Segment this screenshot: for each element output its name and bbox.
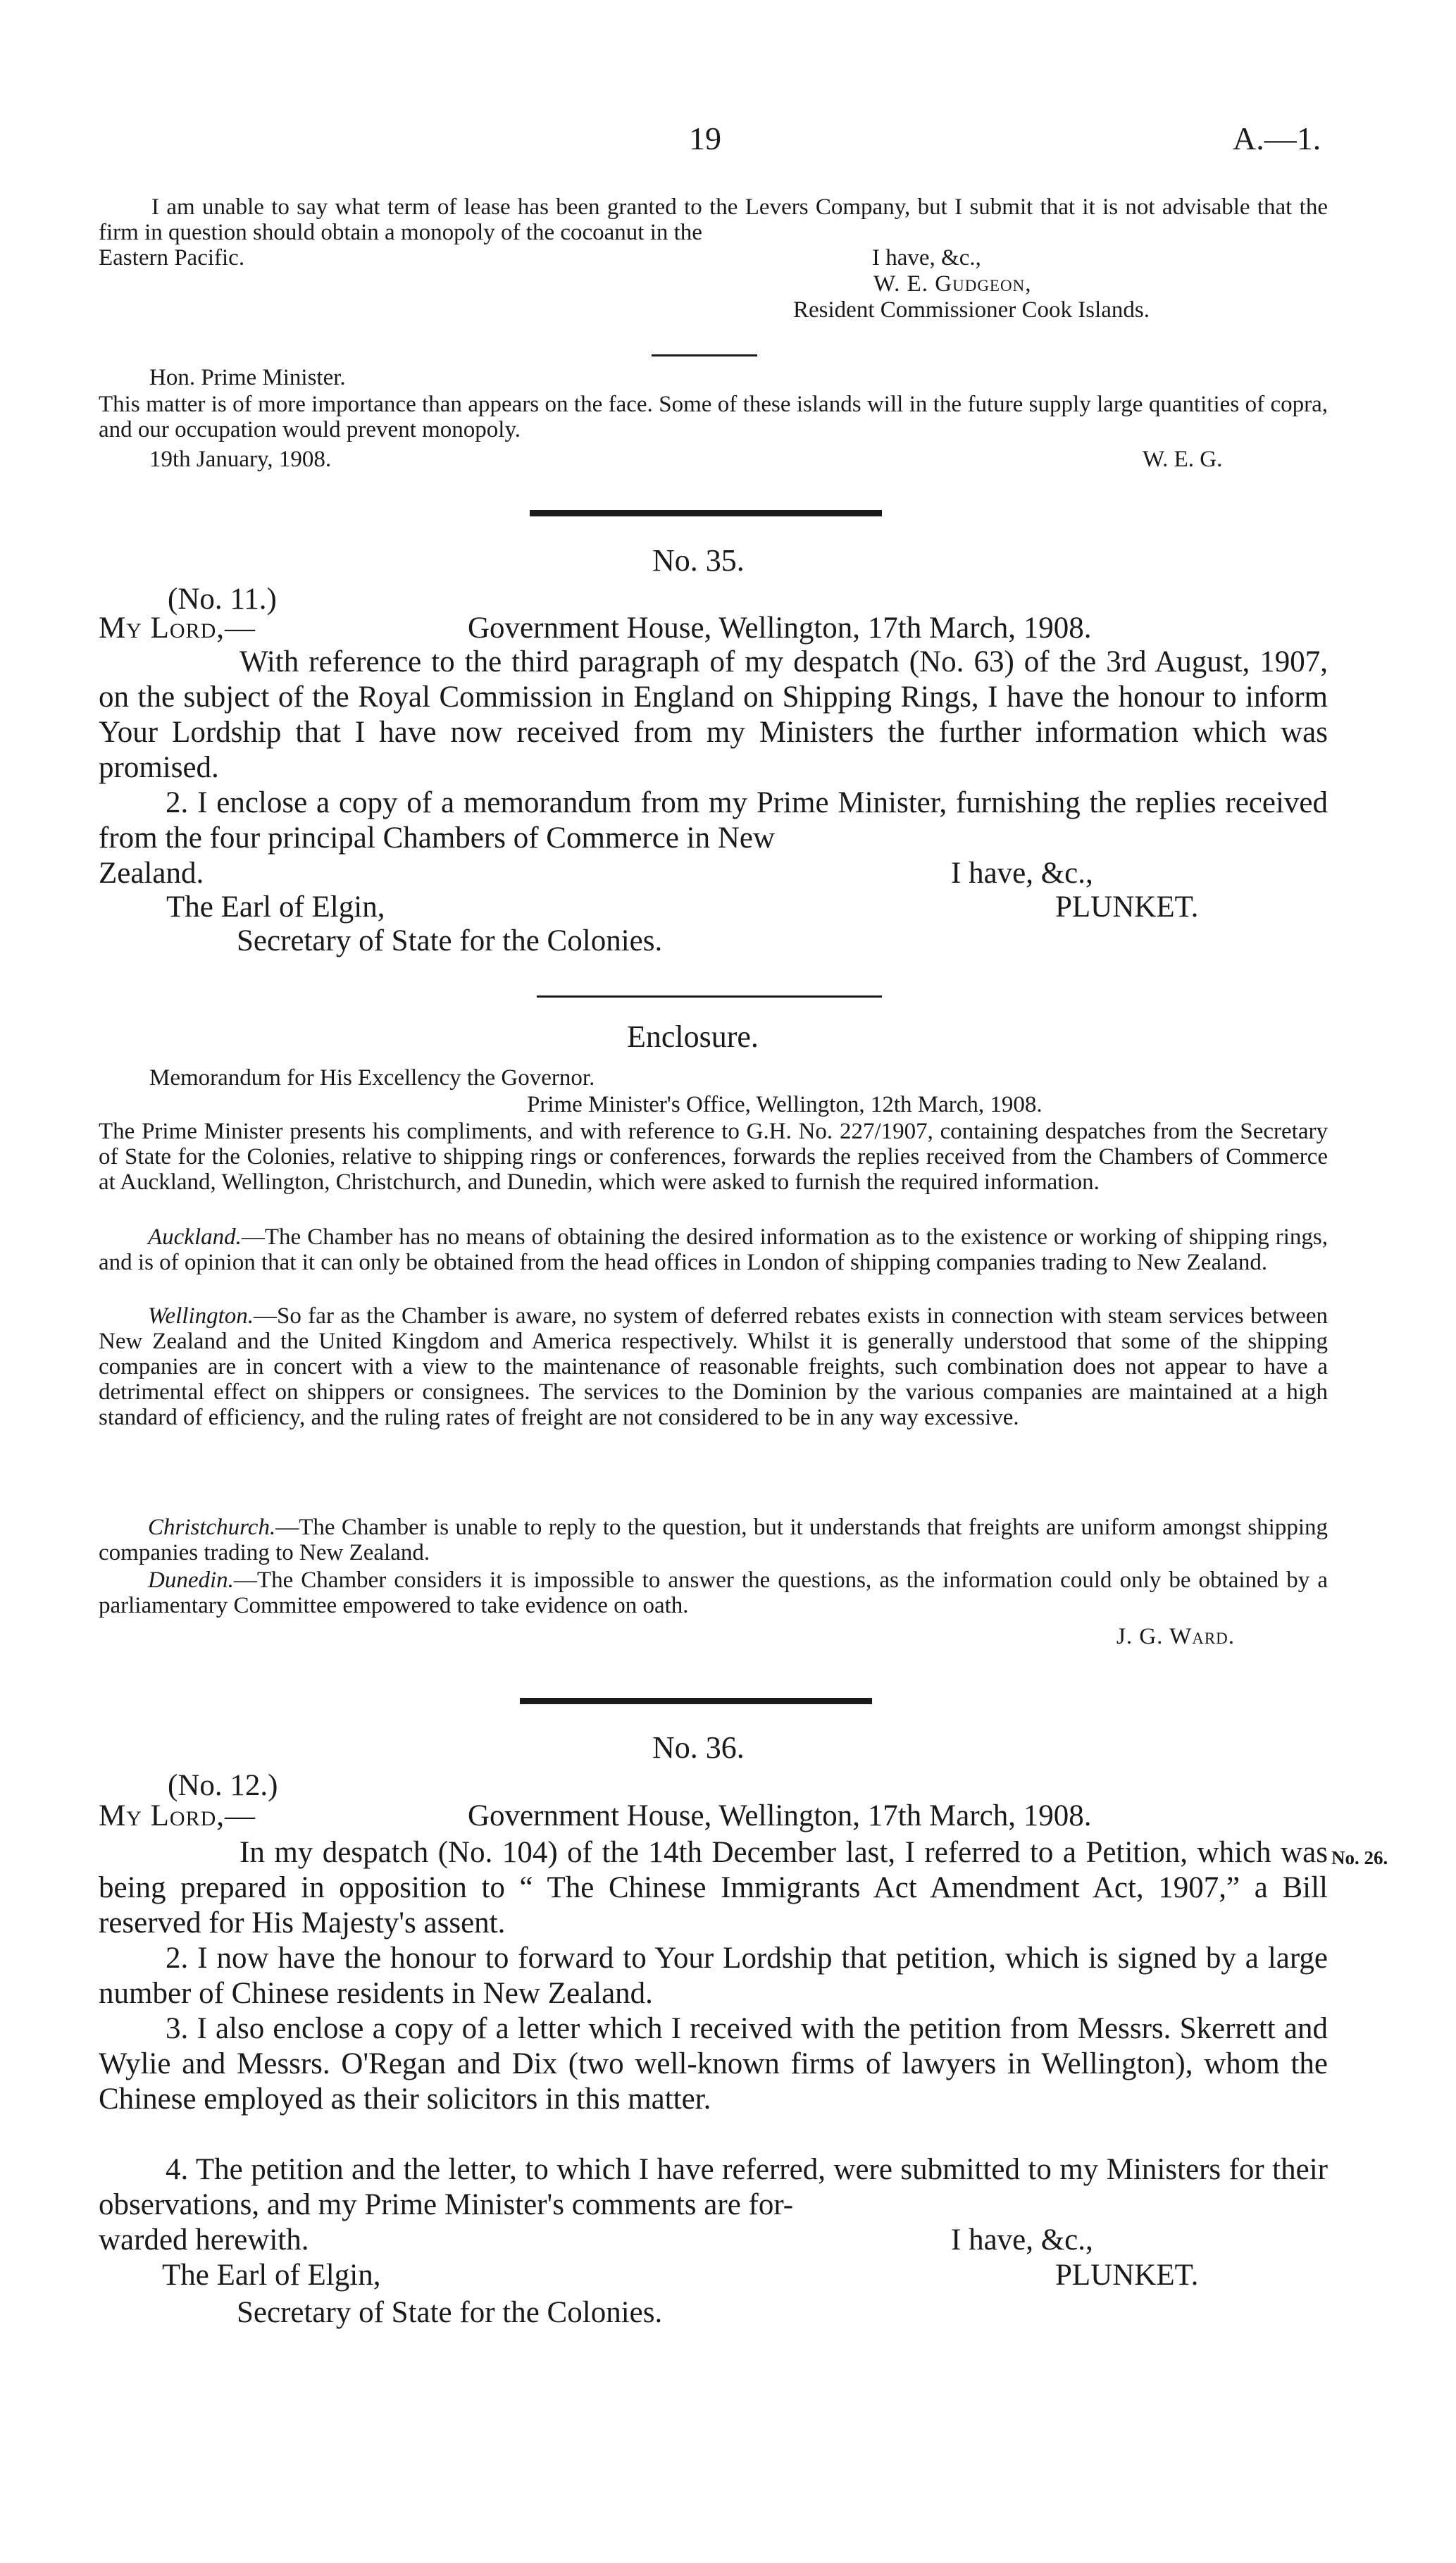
document-reference: A.—1. [1233, 120, 1321, 156]
memo-title: Memorandum for His Excellency the Governor. [149, 1065, 595, 1091]
despatch-35-addressee: The Earl of Elgin, [166, 890, 385, 924]
despatch-36-place-date: Government House, Wellington, 17th March, 1908. [468, 1799, 1092, 1832]
despatch-36-ref: (No. 12.) [168, 1769, 278, 1802]
wellington-label: Wellington. [148, 1303, 254, 1329]
intro-paragraph-last-line: Eastern Pacific. [99, 245, 245, 271]
despatch-36-closing: I have, &c., [951, 2223, 1093, 2257]
page-number: 19 [689, 120, 721, 156]
minute-addressee: Hon. Prime Minister. [149, 365, 346, 390]
memo-signatory: J. G. Ward. [1116, 1624, 1236, 1649]
despatch-35-para-1: With reference to the third paragraph of my despatch (No. 63) of the 3rd August, 1907, on the subject of the Royal Commission in England on Shipping Rings, I have the honour to inform Your Lordship that I have now received from my Ministers the further information which was promised. [99, 645, 1328, 784]
enclosure-heading: Enclosure. [627, 1019, 759, 1054]
despatch-36-para-4-last: warded herewith. [99, 2223, 309, 2257]
despatch-36-addressee-title: Secretary of State for the Colonies. [237, 2296, 663, 2329]
dunedin-text: —The Chamber considers it is impossible to answer the questions, as the information could only be obtained by a parliamentary Committee empowered to take evidence on oath. [99, 1568, 1328, 1618]
despatch-36-para-4: 4. The petition and the letter, to which I have referred, were submitted to my Ministers for their observations, and my Prime Minister's comments are for- [99, 2153, 1328, 2221]
minute-initials: W. E. G. [1143, 447, 1223, 472]
despatch-35-salutation: My Lord,— [99, 612, 256, 645]
intro-closing: I have, &c., [872, 245, 981, 271]
despatch-36-para-2: 2. I now have the honour to forward to Your Lordship that petition, which is signed by a large number of Chinese residents in New Zealand. [99, 1942, 1328, 2010]
despatch-35-para-2: 2. I enclose a copy of a memorandum from my Prime Minister, furnishing the replies received from the four principal Chambers of Commerce in New [99, 786, 1328, 855]
intro-signatory-title: Resident Commissioner Cook Islands. [793, 297, 1150, 323]
despatch-35-ref: (No. 11.) [168, 583, 277, 616]
despatch-35-signature: PLUNKET. [1055, 890, 1199, 924]
section-divider-thick [530, 510, 882, 516]
memo-wellington [99, 1303, 1328, 1430]
despatch-35-closing: I have, &c., [951, 857, 1093, 890]
despatch-36-salutation: My Lord,— [99, 1799, 256, 1832]
auckland-label: Auckland. [148, 1224, 242, 1250]
christchurch-label: Christchurch. [148, 1515, 276, 1540]
despatch-35-para-2-last: Zealand. [99, 857, 204, 890]
short-divider [652, 354, 757, 356]
minute-date: 19th January, 1908. [149, 447, 332, 472]
intro-paragraph: I am unable to say what term of lease has been granted to the Levers Company, but I submit that it is not advisable that the firm in question should obtain a monopoly of the cocoanut in the [99, 194, 1328, 245]
despatch-36-addressee: The Earl of Elgin, [162, 2259, 381, 2292]
memo-office-date: Prime Minister's Office, Wellington, 12th March, 1908. [527, 1092, 1043, 1117]
despatch-35-addressee-title: Secretary of State for the Colonies. [237, 924, 663, 957]
margin-note: No. 26. [1331, 1847, 1388, 1868]
despatch-36-para-1: In my despatch (No. 104) of the 14th December last, I referred to a Petition, which was being prepared in opposition to “ The Chinese Immigrants Act Amendment Act, 1907,” a Bill reserved for His Majesty's assent. [99, 1836, 1328, 1940]
despatch-36-heading: No. 36. [652, 1730, 745, 1765]
dunedin-label: Dunedin. [148, 1568, 234, 1593]
wellington-text: —So far as the Chamber is aware, no system of deferred rebates exists in connection with steam services between New Zealand and the United Kingdom and America respectively. Whilst it is generally understood that some of the shipping companies are in concert with a view to the maintenance of reasonable freights, such combination does not appear to have a detrimental effect on shippers or consignees. The services to the Dominion by the various companies are maintained at a high standard of efficiency, and the ruling rates of freight are not considered to be in any way excessive. [99, 1303, 1328, 1430]
memo-auckland [99, 1224, 1328, 1275]
intro-signatory: W. E. Gudgeon, [873, 271, 1032, 297]
despatch-35-place-date: Government House, Wellington, 17th March, 1908. [468, 612, 1092, 645]
memo-body: The Prime Minister presents his compliments, and with reference to G.H. No. 227/1907, containing despatches from the Secretary of State for the Colonies, relative to shipping rings or conferences, forwards the replies received from the Chambers of Commerce at Auckland, Wellington, Christchurch, and Dunedin, which were asked to furnish the required information. [99, 1119, 1328, 1195]
enclosure-divider [537, 995, 882, 998]
memo-christchurch [99, 1515, 1328, 1565]
despatch-36-para-3: 3. I also enclose a copy of a letter which I received with the petition from Messrs. Skerrett and Wylie and Messrs. O'Regan and Dix (two well-known firms of lawyers in Wellington), whom the Chinese employed as their solicitors in this matter. [99, 2012, 1328, 2116]
christchurch-text: —The Chamber is unable to reply to the question, but it understands that freights are uniform amongst shipping companies trading to New Zealand. [99, 1515, 1328, 1565]
despatch-35-heading: No. 35. [652, 543, 745, 578]
auckland-text: —The Chamber has no means of obtaining the desired information as to the existence or working of shipping rings, and is of opinion that it can only be obtained from the head offices in London of shipping companies trading to New Zealand. [99, 1224, 1328, 1275]
minute-text: This matter is of more importance than appears on the face. Some of these islands will in the future supply large quantities of copra, and our occupation would prevent monopoly. [99, 392, 1328, 442]
memo-dunedin [99, 1568, 1328, 1618]
despatch-36-signature: PLUNKET. [1055, 2259, 1199, 2292]
section-divider-thick-2 [520, 1698, 872, 1704]
